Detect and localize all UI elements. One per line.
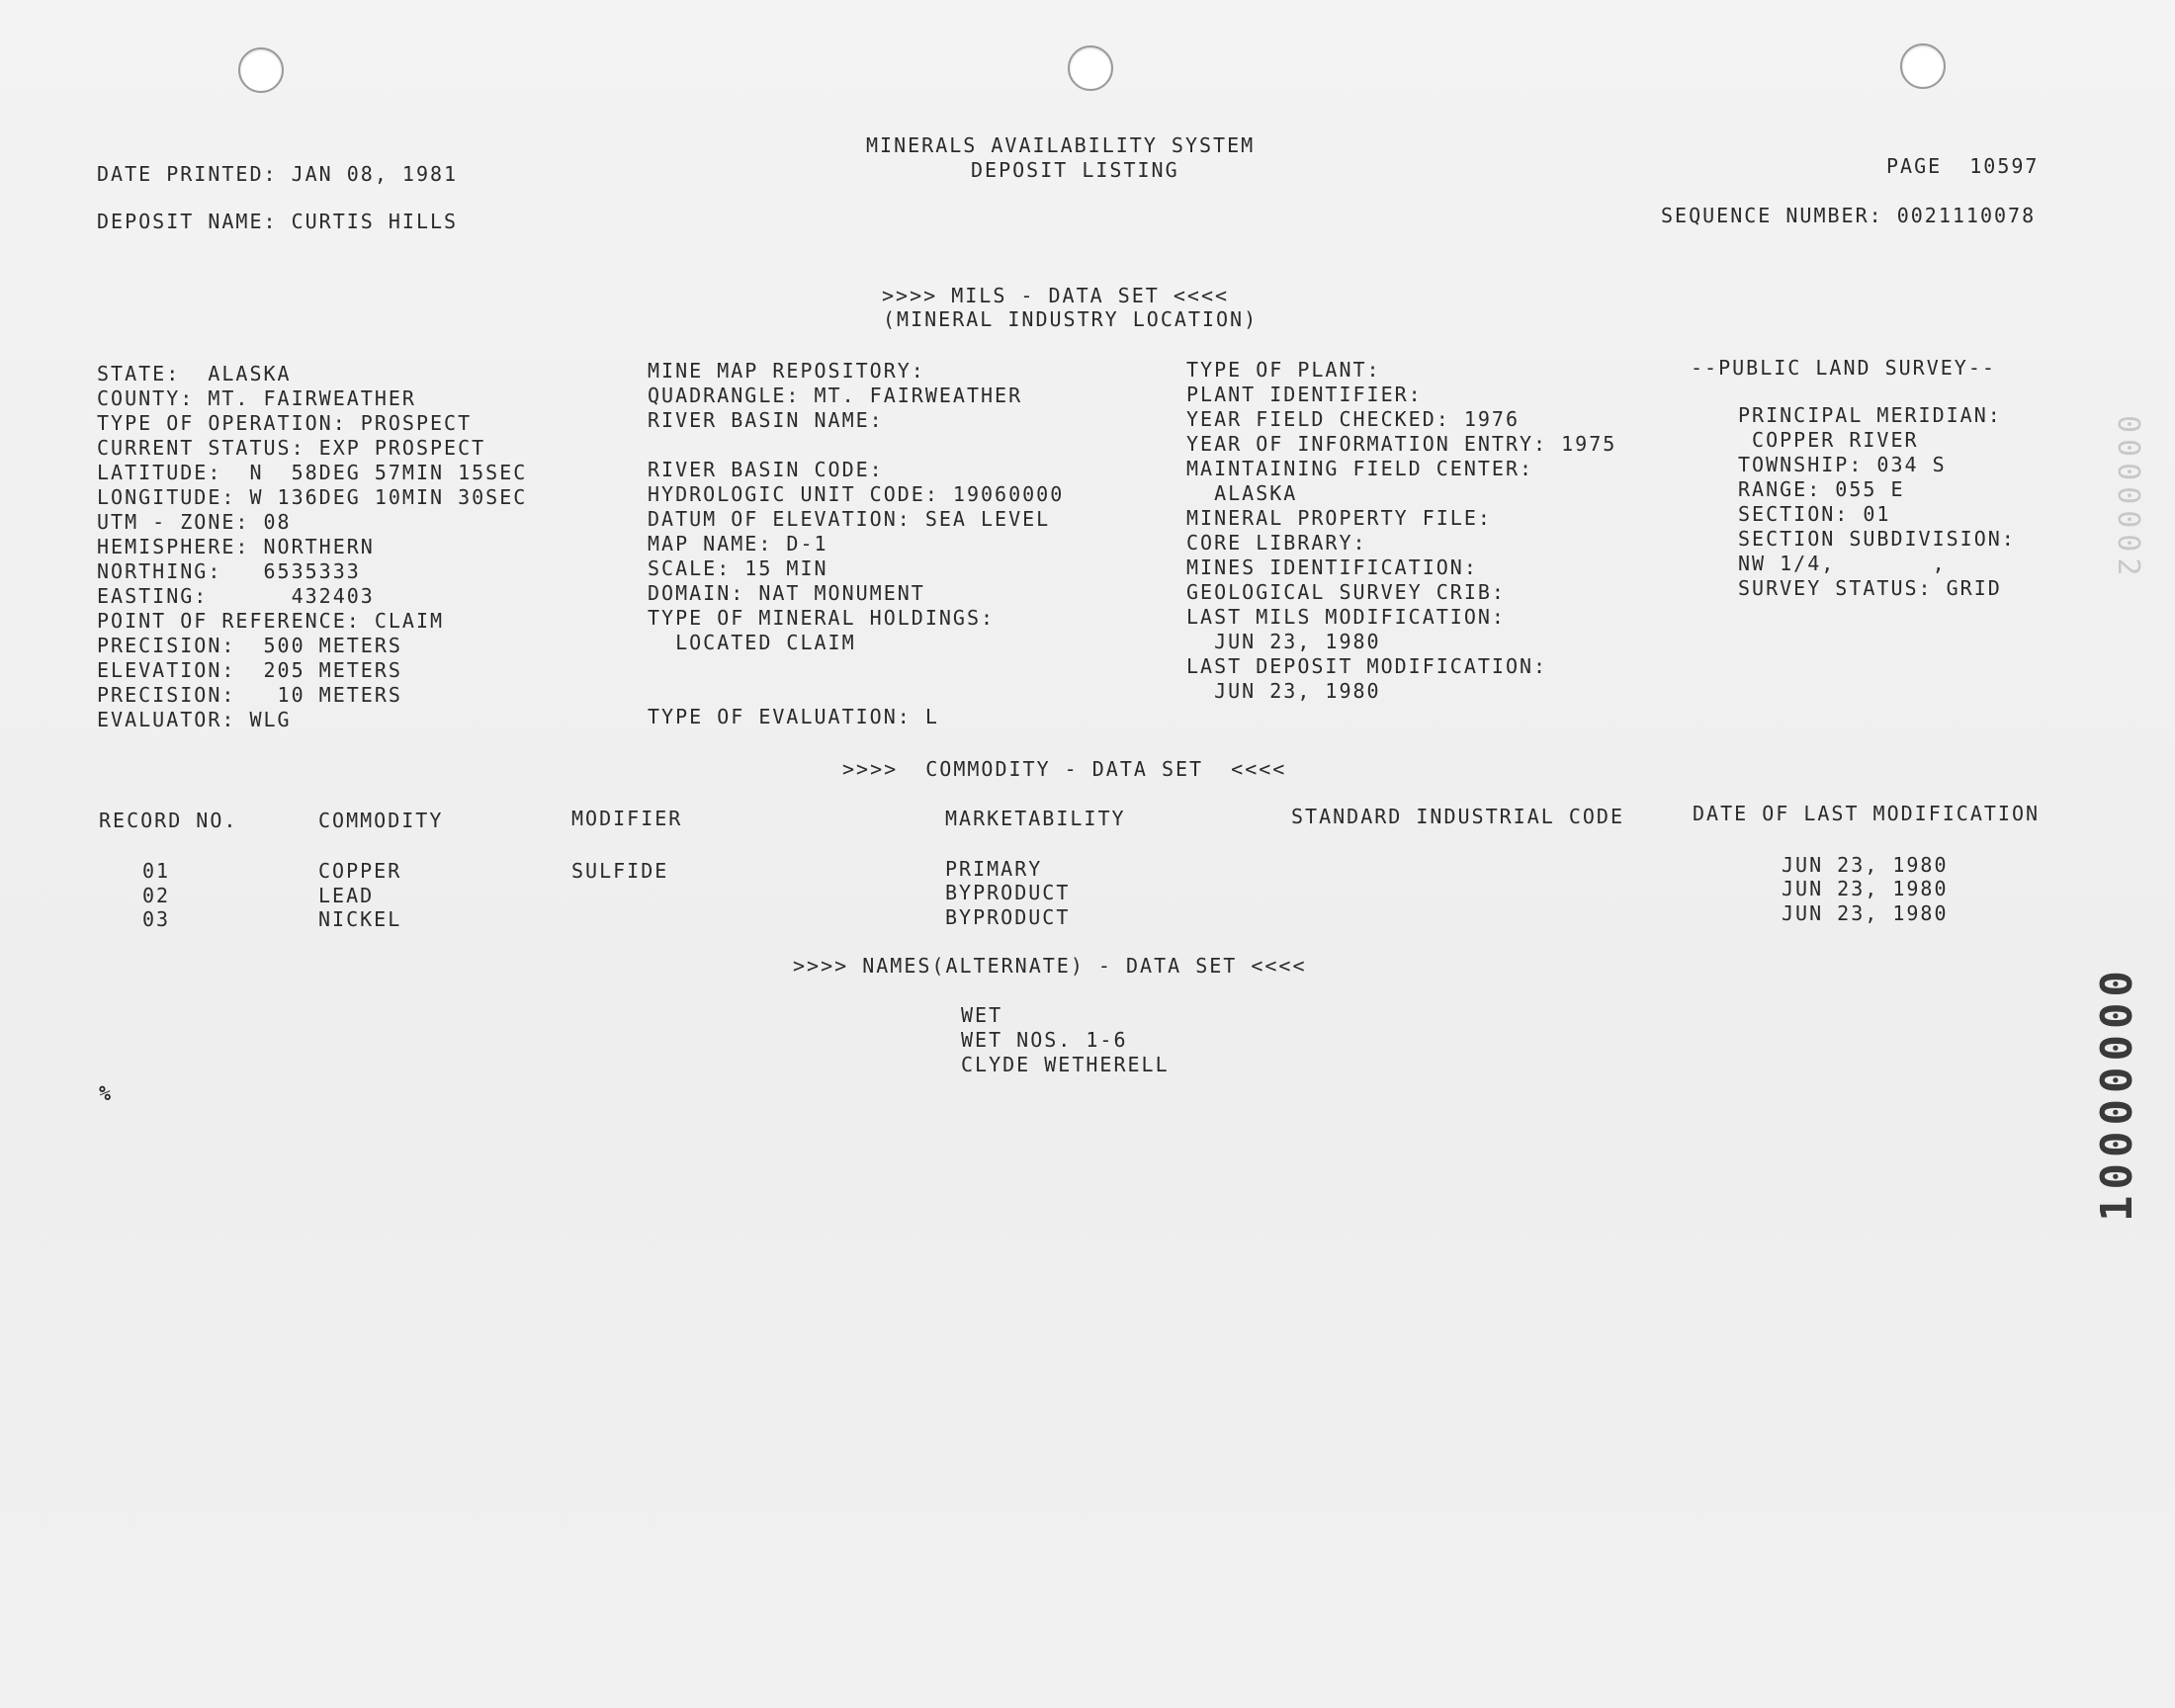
mils-column-plant: [1186, 358, 1616, 704]
cell-modifier: SULFIDE: [571, 859, 669, 883]
mils-field: PRECISION: 10 METERS: [97, 683, 402, 707]
alternate-names-list: [961, 1003, 1170, 1077]
mils-field: JUN 23, 1980: [1186, 679, 1381, 703]
mils-field: ELEVATION: 205 METERS: [97, 658, 402, 682]
survey-field: RANGE: 055 E: [1738, 477, 1905, 501]
cell-commodity: LEAD: [318, 884, 375, 907]
survey-field: COPPER RIVER: [1738, 428, 1919, 452]
header-record-no: RECORD NO.: [99, 809, 238, 832]
batch-number-stamp: 10000000: [2092, 965, 2142, 1222]
table-row: [0, 901, 2175, 932]
mils-field: UTM - ZONE: 08: [97, 510, 292, 534]
cell-date: JUN 23, 1980: [1782, 853, 1949, 877]
cell-commodity: COPPER: [318, 859, 402, 883]
mils-field: QUADRANGLE: MT. FAIRWEATHER: [648, 384, 1023, 407]
listing-title: DEPOSIT LISTING: [971, 158, 1179, 182]
mils-field: YEAR OF INFORMATION ENTRY: 1975: [1186, 432, 1617, 456]
mils-field: RIVER BASIN NAME:: [648, 408, 884, 432]
mils-field: [648, 433, 1064, 458]
mils-field: MAP NAME: D-1: [648, 532, 828, 555]
mils-field: NORTHING: 6535333: [97, 559, 361, 583]
cell-record: 01: [142, 859, 171, 883]
mils-field: HYDROLOGIC UNIT CODE: 19060000: [648, 482, 1065, 506]
mils-field: JUN 23, 1980: [1186, 630, 1381, 653]
cell-date: JUN 23, 1980: [1782, 877, 1949, 900]
mils-field: EVALUATOR: WLG: [97, 708, 292, 731]
system-title: MINERALS AVAILABILITY SYSTEM: [866, 133, 1256, 157]
mils-field: ALASKA: [1186, 481, 1298, 505]
mils-field: LAST MILS MODIFICATION:: [1186, 605, 1506, 629]
mils-field: [648, 680, 1064, 705]
mils-field: MINERAL PROPERTY FILE:: [1186, 506, 1492, 530]
mils-field: POINT OF REFERENCE: CLAIM: [97, 609, 445, 633]
cell-commodity: NICKEL: [318, 907, 402, 931]
mils-field: MINES IDENTIFICATION:: [1186, 555, 1478, 579]
survey-field: SECTION: 01: [1738, 502, 1891, 526]
header-date-last-modification: DATE OF LAST MODIFICATION: [1693, 802, 2041, 825]
mils-field: EASTING: 432403: [97, 584, 375, 608]
punch-hole-center: [1068, 45, 1113, 91]
mils-column-map: [648, 359, 1064, 729]
mils-field: HEMISPHERE: NORTHERN: [97, 535, 375, 558]
mils-field: LONGITUDE: W 136DEG 10MIN 30SEC: [97, 485, 528, 509]
mils-field: LAST DEPOSIT MODIFICATION:: [1186, 654, 1548, 678]
mils-column-location: [97, 362, 527, 732]
cell-date: JUN 23, 1980: [1782, 901, 1949, 925]
header-sic: STANDARD INDUSTRIAL CODE: [1291, 805, 1624, 828]
survey-field: SURVEY STATUS: GRID: [1738, 576, 2002, 600]
mils-field: DATUM OF ELEVATION: SEA LEVEL: [648, 507, 1051, 531]
cell-record: 02: [142, 884, 171, 907]
names-title: >>>> NAMES(ALTERNATE) - DATA SET <<<<: [793, 954, 1307, 978]
survey-field: TOWNSHIP: 034 S: [1738, 453, 1947, 476]
cell-marketability: PRIMARY: [945, 857, 1043, 881]
list-item: WET: [961, 1003, 1003, 1027]
punch-hole-left: [238, 47, 284, 93]
mils-field: LATITUDE: N 58DEG 57MIN 15SEC: [97, 461, 528, 484]
mils-field: PLANT IDENTIFIER:: [1186, 383, 1423, 406]
mils-column-survey: [1738, 403, 2016, 601]
survey-field: NW 1/4, ,: [1738, 552, 1947, 575]
mils-field: TYPE OF EVALUATION: L: [648, 705, 939, 728]
survey-field: SECTION SUBDIVISION:: [1738, 527, 2016, 551]
header-commodity: COMMODITY: [318, 809, 444, 832]
mils-field: LOCATED CLAIM: [648, 631, 856, 654]
mils-field: MINE MAP REPOSITORY:: [648, 359, 925, 383]
cell-marketability: BYPRODUCT: [945, 905, 1071, 929]
mils-field: COUNTY: MT. FAIRWEATHER: [97, 386, 416, 410]
mils-subtitle: (MINERAL INDUSTRY LOCATION): [883, 307, 1259, 331]
list-item: WET NOS. 1-6: [961, 1028, 1128, 1052]
commodity-title: >>>> COMMODITY - DATA SET <<<<: [842, 757, 1287, 781]
mils-field: GEOLOGICAL SURVEY CRIB:: [1186, 580, 1506, 604]
cell-modifier: [571, 907, 585, 932]
mils-field: PRECISION: 500 METERS: [97, 634, 402, 657]
mils-field: [648, 655, 1064, 680]
cell-modifier: [571, 884, 585, 908]
mils-field: STATE: ALASKA: [97, 362, 292, 385]
survey-field: PRINCIPAL MERIDIAN:: [1738, 403, 2002, 427]
mils-field: MAINTAINING FIELD CENTER:: [1186, 457, 1534, 480]
deposit-name: DEPOSIT NAME: CURTIS HILLS: [97, 210, 459, 233]
sequence-number: SEQUENCE NUMBER: 0021110078: [1661, 204, 2037, 227]
mils-field: TYPE OF MINERAL HOLDINGS:: [648, 606, 996, 630]
header-modifier: MODIFIER: [571, 807, 683, 830]
mils-field: DOMAIN: NAT MONUMENT: [648, 581, 925, 605]
end-of-record-mark: %: [99, 1081, 114, 1105]
mils-field: CURRENT STATUS: EXP PROSPECT: [97, 436, 486, 460]
mils-field: TYPE OF PLANT:: [1186, 358, 1381, 382]
cell-marketability: BYPRODUCT: [945, 881, 1071, 904]
frame-number-stamp: 0000002: [2111, 415, 2145, 582]
page-number: PAGE 10597: [1886, 154, 2040, 178]
punch-hole-right: [1900, 43, 1946, 89]
date-printed: DATE PRINTED: JAN 08, 1981: [97, 162, 459, 186]
mils-field: CORE LIBRARY:: [1186, 531, 1367, 555]
mils-field: RIVER BASIN CODE:: [648, 458, 884, 481]
header-marketability: MARKETABILITY: [945, 807, 1126, 830]
list-item: CLYDE WETHERELL: [961, 1053, 1170, 1076]
mils-field: SCALE: 15 MIN: [648, 556, 828, 580]
mils-field: TYPE OF OPERATION: PROSPECT: [97, 411, 473, 435]
mils-title: >>>> MILS - DATA SET <<<<: [882, 284, 1230, 307]
cell-record: 03: [142, 907, 171, 931]
mils-field: YEAR FIELD CHECKED: 1976: [1186, 407, 1520, 431]
public-land-survey-title: --PUBLIC LAND SURVEY--: [1691, 356, 1996, 380]
